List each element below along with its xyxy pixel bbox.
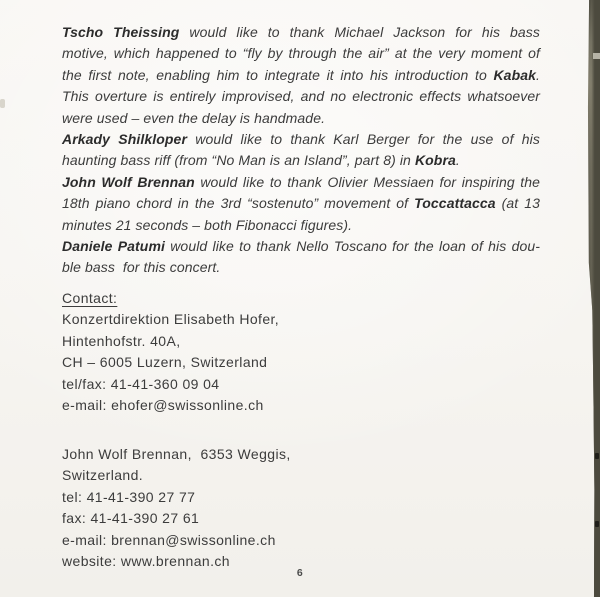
scanned-booklet-edge — [586, 0, 600, 597]
text-line — [62, 236, 540, 257]
text-line: e-mail: brennan@swissonline.ch — [62, 531, 276, 548]
text-line — [62, 257, 540, 278]
text-line — [62, 65, 540, 86]
bold-name: Kobra — [414, 152, 456, 169]
bold-name: John Wolf Brennan — [62, 173, 195, 190]
text-line: e-mail: ehofer@swissonline.ch — [62, 397, 264, 414]
acknowledgements-section — [62, 22, 540, 279]
text-line — [62, 215, 540, 236]
text-segment: would like to thank Olivier Messiaen for inspiring the — [194, 173, 540, 190]
text-line — [62, 172, 540, 193]
contact-section — [62, 288, 540, 417]
acknowledgement-paragraph — [62, 129, 540, 172]
text-segment: would like to thank Nello Toscano for the loan of his dou- — [165, 238, 541, 255]
scan-artifact-smudge — [0, 99, 5, 108]
text-line — [62, 22, 540, 43]
text-line: CH – 6005 Luzern, Switzerland — [62, 354, 268, 371]
text-line — [62, 193, 540, 214]
text-segment: This overture is entirely improvised, and no electronic effects whatsoever — [62, 88, 540, 105]
acknowledgement-paragraph — [62, 22, 540, 129]
text-line — [62, 129, 540, 150]
edge-ink-dot — [595, 521, 599, 527]
contact-heading: Contact: — [62, 289, 118, 306]
edge-light-notch — [593, 53, 600, 59]
bold-name: Daniele Patumi — [62, 238, 165, 255]
text-line — [62, 86, 540, 107]
edge-ink-dot — [595, 453, 599, 459]
liner-notes — [62, 22, 540, 573]
contact-address-lines — [62, 309, 540, 417]
text-segment: were used – even the delay is handmade. — [62, 109, 326, 126]
acknowledgement-paragraph — [62, 172, 540, 236]
text-line: John Wolf Brennan, 6353 Weggis, — [62, 445, 291, 462]
text-line: tel: 41-41-390 27 77 — [62, 488, 196, 505]
text-line: Hintenhofstr. 40A, — [62, 332, 181, 349]
text-segment: haunting bass riff (from “No Man is an Island”, part 8) in — [62, 152, 415, 169]
text-line: Switzerland. — [62, 467, 144, 484]
bold-name: Arkady Shilkloper — [62, 131, 187, 148]
text-line — [62, 150, 540, 171]
text-line — [62, 108, 540, 129]
acknowledgement-paragraph — [62, 236, 540, 279]
text-segment: minutes 21 seconds – both Fibonacci figures). — [62, 216, 353, 233]
text-segment: would like to thank Michael Jackson for his bass — [179, 24, 540, 40]
text-line — [62, 43, 540, 64]
page-number: 6 — [296, 567, 304, 579]
text-segment: motive, which happened to “fly by through the air” at the very moment of — [62, 45, 540, 62]
text-segment: . — [536, 66, 540, 83]
text-segment: ble bass for this concert. — [62, 259, 221, 276]
text-segment: the first note, enabling him to integrate it into his introduction to — [62, 66, 494, 83]
text-line: Konzertdirektion Elisabeth Hofer, — [62, 311, 280, 328]
text-line: tel/fax: 41-41-360 09 04 — [62, 375, 220, 392]
text-segment: . — [455, 152, 460, 169]
brennan-contact-section — [62, 444, 540, 573]
text-segment: (at 13 — [495, 195, 540, 212]
text-line: website: www.brennan.ch — [62, 553, 230, 570]
text-segment: 18th piano chord in the 3rd “sostenuto” movement of — [62, 195, 415, 212]
bold-name: Tscho Theissing — [62, 24, 180, 40]
text-line: fax: 41-41-390 27 61 — [62, 510, 200, 527]
text-segment: would like to thank Karl Berger for the use of his — [187, 131, 540, 148]
bold-name: Toccattacca — [414, 195, 496, 212]
bold-name: Kabak — [493, 66, 536, 83]
